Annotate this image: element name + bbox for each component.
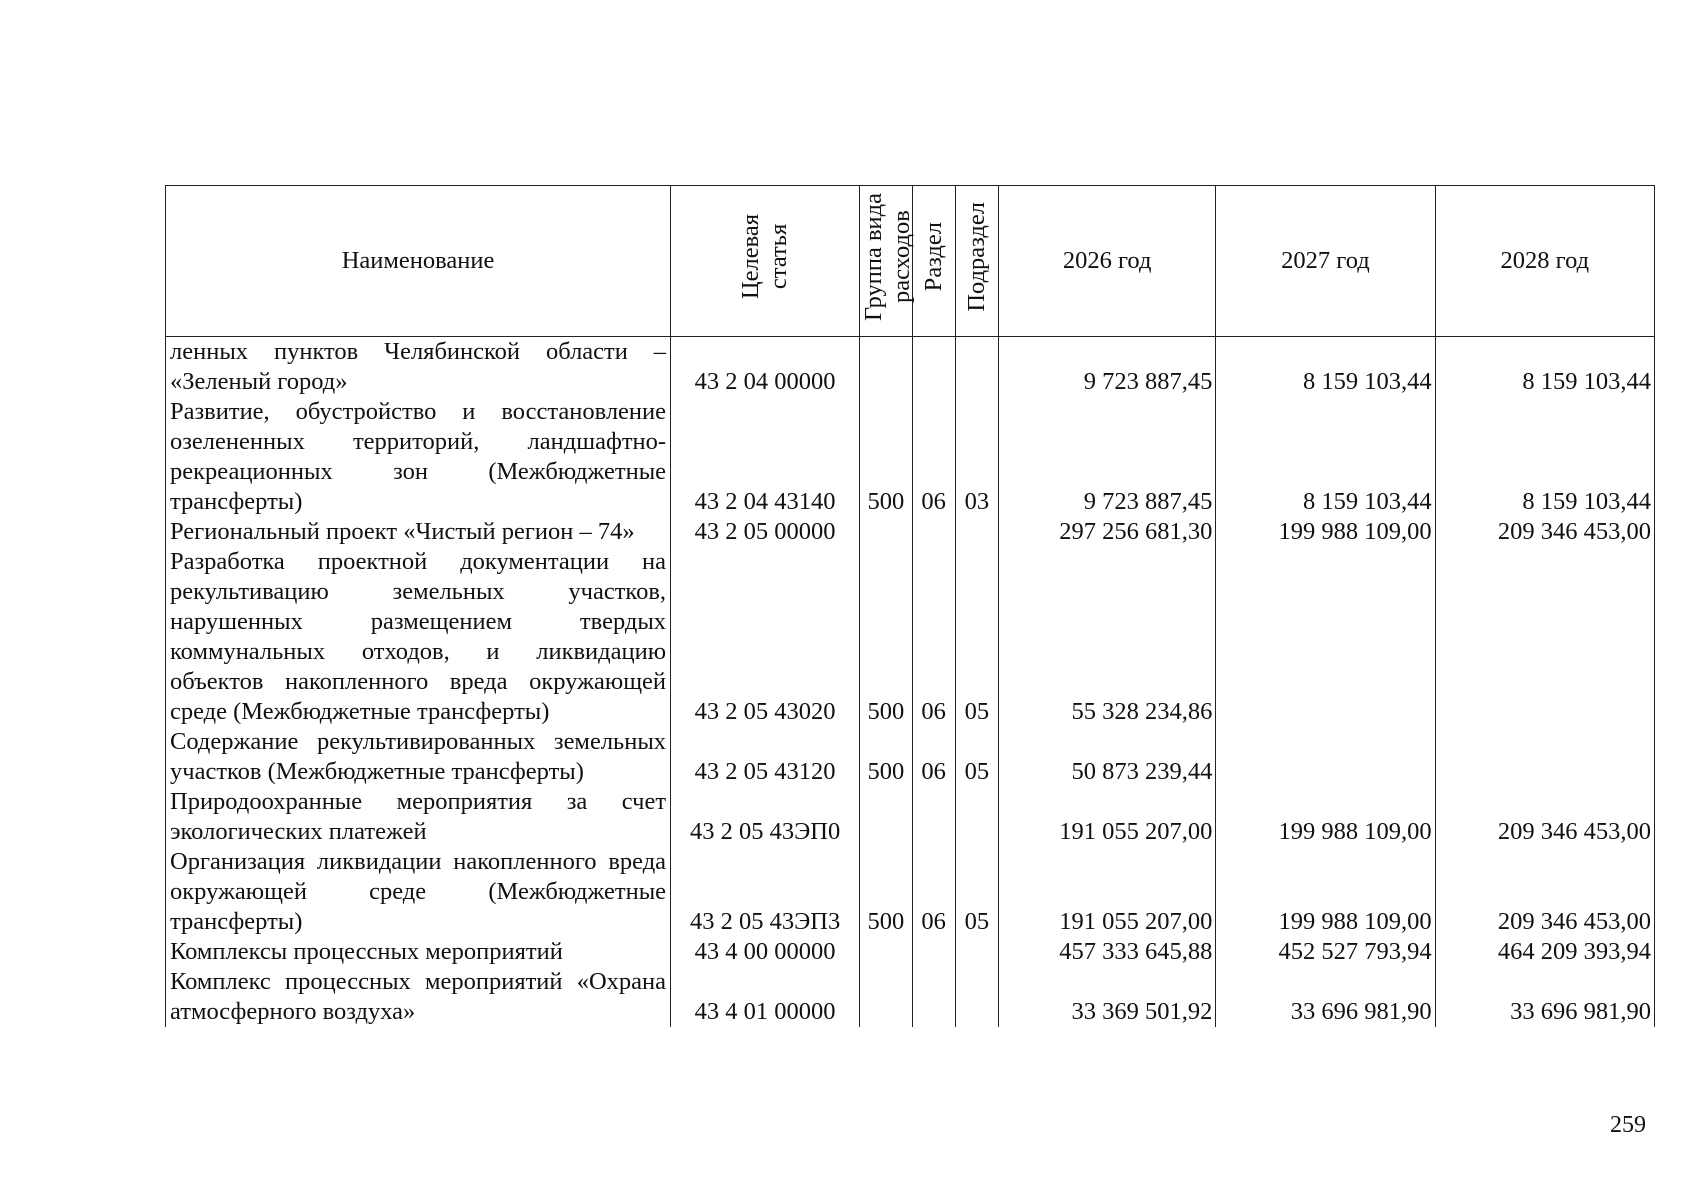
row-2028-cell (1435, 727, 1654, 787)
row-name-cell: Комплекс процессных мероприятий «Охрана атмосферного воздуха» (166, 967, 671, 1027)
row-target-cell: 43 4 00 00000 (671, 937, 860, 967)
row-2026-cell: 457 333 645,88 (999, 937, 1216, 967)
row-2026-cell: 191 055 207,00 (999, 787, 1216, 847)
table-body (166, 337, 1655, 1028)
row-2027-cell: 199 988 109,00 (1216, 517, 1435, 547)
table-row (166, 547, 1655, 727)
page-number: 259 (1610, 1112, 1646, 1138)
row-2026-cell: 9 723 887,45 (999, 337, 1216, 398)
row-2027-cell: 199 988 109,00 (1216, 847, 1435, 937)
row-target-cell: 43 2 05 00000 (671, 517, 860, 547)
row-2028-cell: 209 346 453,00 (1435, 847, 1654, 937)
row-2028-cell: 209 346 453,00 (1435, 787, 1654, 847)
row-target-cell: 43 4 01 00000 (671, 967, 860, 1027)
row-name-cell: Региональный проект «Чистый регион – 74» (166, 517, 671, 547)
row-2028-cell: 8 159 103,44 (1435, 397, 1654, 517)
row-subsection-cell: 05 (955, 547, 998, 727)
row-name-cell: Природоохранные мероприятия за счет экологических платежей (166, 787, 671, 847)
row-2026-cell: 50 873 239,44 (999, 727, 1216, 787)
row-group-cell (860, 517, 912, 547)
header-2027: 2027 год (1216, 186, 1435, 337)
row-subsection-cell (955, 967, 998, 1027)
row-2028-cell: 33 696 981,90 (1435, 967, 1654, 1027)
row-section-cell: 06 (912, 397, 955, 517)
header-2028: 2028 год (1435, 186, 1654, 337)
row-target-cell: 43 2 04 43140 (671, 397, 860, 517)
row-2026-cell: 191 055 207,00 (999, 847, 1216, 937)
row-section-cell (912, 517, 955, 547)
row-name-cell: ленных пунктов Челябинской области – «Зеленый город» (166, 337, 671, 398)
row-2026-cell: 297 256 681,30 (999, 517, 1216, 547)
row-name-cell: Содержание рекультивированных земельных участков (Межбюджетные трансферты) (166, 727, 671, 787)
header-expense-group: Группа вида расходов (860, 186, 912, 337)
row-target-cell: 43 2 04 00000 (671, 337, 860, 398)
row-subsection-cell (955, 337, 998, 398)
row-subsection-cell: 03 (955, 397, 998, 517)
table-row (166, 727, 1655, 787)
row-subsection-cell: 05 (955, 847, 998, 937)
row-subsection-cell (955, 517, 998, 547)
header-2026: 2026 год (999, 186, 1216, 337)
row-group-cell: 500 (860, 727, 912, 787)
header-name: Наименование (166, 186, 671, 337)
row-subsection-cell: 05 (955, 727, 998, 787)
header-target-article: Целевая статья (671, 186, 860, 337)
row-2026-cell: 55 328 234,86 (999, 547, 1216, 727)
table-row (166, 787, 1655, 847)
row-name-cell: Развитие, обустройство и восстановление озелененных территорий, ландшафтно-рекреационных зон (Межбюджетные трансферты) (166, 397, 671, 517)
row-subsection-cell (955, 937, 998, 967)
row-2028-cell: 8 159 103,44 (1435, 337, 1654, 398)
row-2027-cell: 33 696 981,90 (1216, 967, 1435, 1027)
row-2027-cell: 8 159 103,44 (1216, 337, 1435, 398)
table-row (166, 937, 1655, 967)
table-row (166, 847, 1655, 937)
row-section-cell (912, 937, 955, 967)
row-target-cell: 43 2 05 43ЭП0 (671, 787, 860, 847)
table-row (166, 967, 1655, 1027)
row-group-cell (860, 937, 912, 967)
row-group-cell (860, 967, 912, 1027)
row-name-cell: Организация ликвидации накопленного вреда окружающей среде (Межбюджетные трансферты) (166, 847, 671, 937)
row-subsection-cell (955, 787, 998, 847)
row-section-cell: 06 (912, 727, 955, 787)
row-2028-cell (1435, 547, 1654, 727)
row-section-cell (912, 337, 955, 398)
row-section-cell: 06 (912, 847, 955, 937)
table-row (166, 337, 1655, 398)
row-group-cell: 500 (860, 847, 912, 937)
row-name-cell: Разработка проектной документации на рекультивацию земельных участков, нарушенных размещением твердых коммунальных отходов, и ликвидацию объектов накопленного вреда окружающей среде (Межбюджетные трансферты) (166, 547, 671, 727)
row-2027-cell: 8 159 103,44 (1216, 397, 1435, 517)
header-row (166, 186, 1655, 337)
row-2028-cell: 209 346 453,00 (1435, 517, 1654, 547)
row-target-cell: 43 2 05 43120 (671, 727, 860, 787)
row-name-cell: Комплексы процессных мероприятий (166, 937, 671, 967)
row-2027-cell: 452 527 793,94 (1216, 937, 1435, 967)
row-section-cell: 06 (912, 547, 955, 727)
row-section-cell (912, 787, 955, 847)
row-2026-cell: 33 369 501,92 (999, 967, 1216, 1027)
row-2026-cell: 9 723 887,45 (999, 397, 1216, 517)
table-row (166, 397, 1655, 517)
header-subsection: Подраздел (955, 186, 998, 337)
row-group-cell (860, 787, 912, 847)
row-2027-cell (1216, 547, 1435, 727)
row-section-cell (912, 967, 955, 1027)
row-group-cell: 500 (860, 397, 912, 517)
row-2028-cell: 464 209 393,94 (1435, 937, 1654, 967)
table-row (166, 517, 1655, 547)
row-2027-cell: 199 988 109,00 (1216, 787, 1435, 847)
row-group-cell (860, 337, 912, 398)
budget-table (165, 185, 1655, 1027)
row-target-cell: 43 2 05 43ЭП3 (671, 847, 860, 937)
row-2027-cell (1216, 727, 1435, 787)
row-group-cell: 500 (860, 547, 912, 727)
header-section: Раздел (912, 186, 955, 337)
row-target-cell: 43 2 05 43020 (671, 547, 860, 727)
